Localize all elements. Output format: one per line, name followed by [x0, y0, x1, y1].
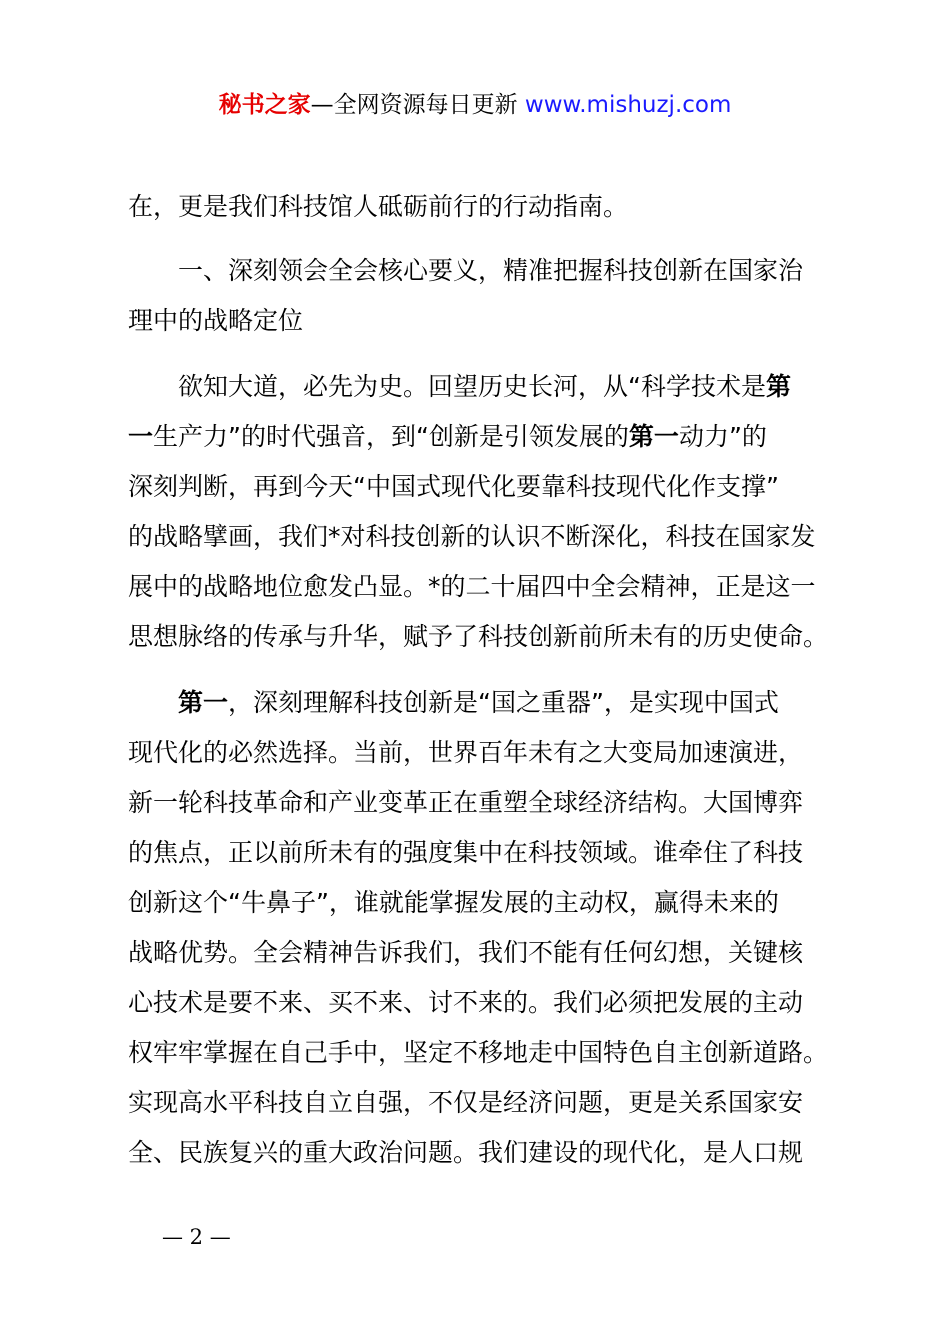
paragraph-line: 全、民族复兴的重大政治问题。我们建设的现代化，是人口规 [128, 1138, 804, 1167]
section-heading [128, 246, 828, 346]
paragraph-line: 展中的战略地位愈发凸显。*的二十届四中全会精神，正是这一 [128, 572, 816, 601]
header-brand: 秘书之家 [218, 92, 311, 118]
header-url-link[interactable]: www.mishuzj.com [524, 92, 732, 118]
paragraph-continuation: 在，更是我们科技馆人砥砺前行的行动指南。 [128, 192, 629, 221]
document-body [128, 182, 828, 1178]
paragraph-line: 权牢牢掌握在自己手中，坚定不移地走中国特色自主创新道路。 [128, 1038, 829, 1067]
site-header [0, 88, 950, 122]
heading-line: 理中的战略定位 [128, 306, 304, 335]
paragraph-line: 的焦点，正以前所未有的强度集中在科技领域。谁牵住了科技 [128, 838, 804, 867]
emphasis-text: 第一 [178, 688, 229, 717]
paragraph-line: 实现高水平科技自立自强，不仅是经济问题，更是关系国家安 [128, 1088, 804, 1117]
paragraph [128, 362, 828, 662]
paragraph-line: 一生产力”的时代强音，到“创新是引领发展的第一动力”的 [128, 422, 767, 451]
paragraph-line: 心技术是要不来、买不来、讨不来的。我们必须把发展的主动 [128, 988, 804, 1017]
emphasis-text: 第一 [628, 422, 679, 451]
paragraph-line: 战略优势。全会精神告诉我们，我们不能有任何幻想，关键核 [128, 938, 804, 967]
page-number: — 2 — [162, 1225, 231, 1249]
emphasis-text: 一 [128, 422, 154, 451]
paragraph [128, 678, 828, 1178]
emphasis-text: 第 [765, 372, 791, 401]
paragraph-line: 思想脉络的传承与升华，赋予了科技创新前所未有的历史使命。 [128, 622, 829, 651]
paragraph-line: 新一轮科技革命和产业变革正在重塑全球经济结构。大国博弈 [128, 788, 804, 817]
paragraph-line: 深刻判断，再到今天“中国式现代化要靠科技现代化作支撑” [128, 472, 779, 501]
paragraph-line: 欲知大道，必先为史。回望历史长河，从“科学技术是第 [178, 372, 791, 401]
paragraph-line: 创新这个“牛鼻子”，谁就能掌握发展的主动权，赢得未来的 [128, 888, 779, 917]
paragraph-line: 的战略擘画，我们*对科技创新的认识不断深化，科技在国家发 [128, 522, 816, 551]
paragraph-line: 第一，深刻理解科技创新是“国之重器”，是实现中国式 [178, 688, 779, 717]
header-tagline: —全网资源每日更新 [310, 92, 525, 118]
paragraph-line: 现代化的必然选择。当前，世界百年未有之大变局加速演进， [128, 738, 804, 767]
heading-line: 一、深刻领会全会核心要义，精准把握科技创新在国家治 [178, 256, 804, 285]
